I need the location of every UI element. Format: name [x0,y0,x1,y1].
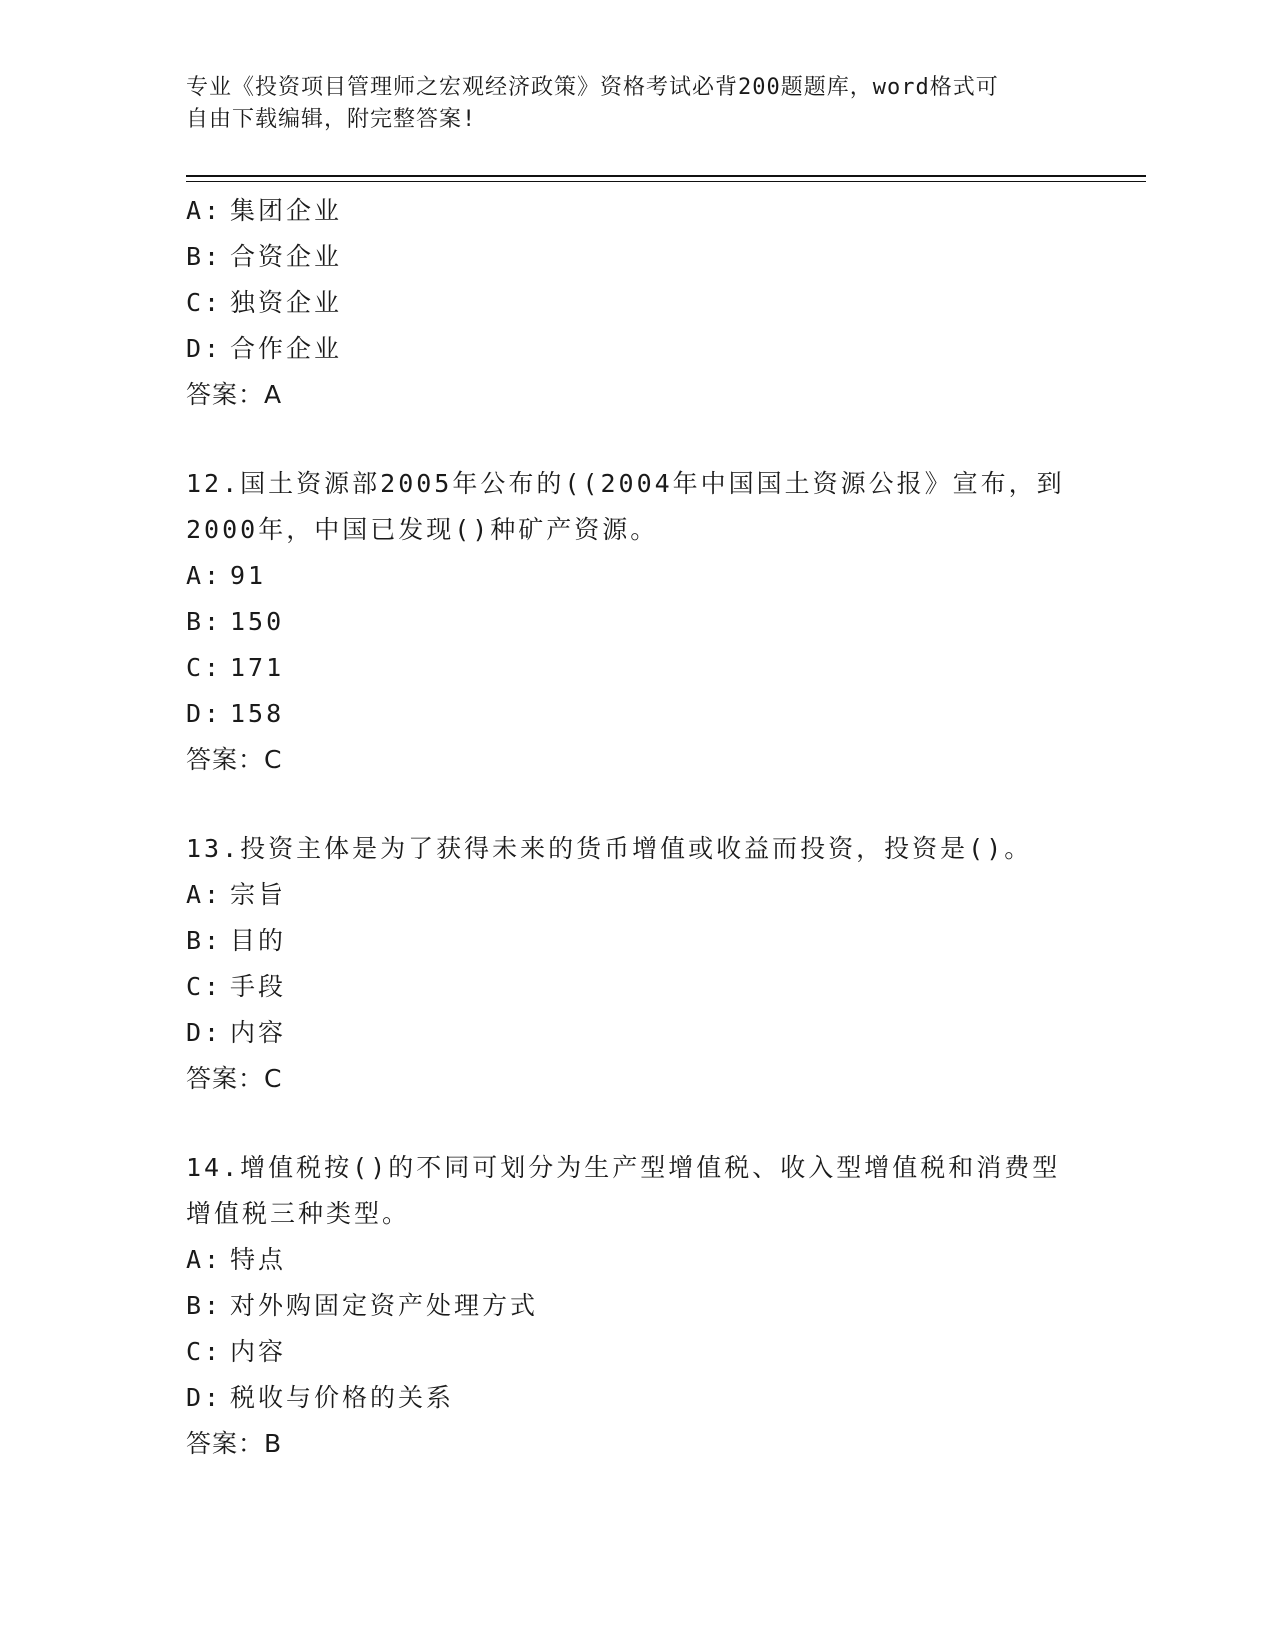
option-b: B: 150 [186,607,285,636]
header-title-line-1: 专业《投资项目管理师之宏观经济政策》资格考试必背200题题库，word格式可 [186,75,999,100]
option-c: C: 手段 [186,972,287,1001]
option-a: A: 集团企业 [186,196,343,225]
question-12 [186,461,1086,783]
spacer [186,783,1086,826]
question-stem: 14.增值税按()的不同可划分为生产型增值税、收入型增值税和消费型 增值税三种类型。 [186,1153,1061,1228]
header-title-line-2: 自由下载编辑，附完整答案! [186,107,477,132]
option-a: A: 宗旨 [186,880,287,909]
option-c: C: 内容 [186,1337,287,1366]
question-list [186,188,1086,1467]
option-b: B: 合资企业 [186,242,343,271]
answer-line: 答案：A [186,380,283,409]
option-d: D: 内容 [186,1018,287,1047]
option-a: A: 91 [186,561,267,590]
header-divider-thick [186,175,1146,177]
option-a: A: 特点 [186,1245,287,1274]
option-b: B: 目的 [186,926,287,955]
question-stem: 12.国土资源部2005年公布的((2004年中国国土资源公报》宣布，到 2000年，中国已发现()种矿产资源。 [186,469,1065,544]
option-c: C: 171 [186,653,285,682]
answer-line: 答案：C [186,1064,283,1093]
option-b: B: 对外购固定资产处理方式 [186,1291,539,1320]
question-14 [186,1145,1086,1467]
header-divider-thin [186,181,1146,182]
option-d: D: 158 [186,699,285,728]
option-c: C: 独资企业 [186,288,343,317]
question-11 [186,188,1086,418]
option-d: D: 税收与价格的关系 [186,1383,455,1412]
document-header [186,72,1066,136]
answer-line: 答案：C [186,745,283,774]
option-d: D: 合作企业 [186,334,343,363]
spacer [186,418,1086,461]
spacer [186,1102,1086,1145]
answer-line: 答案：B [186,1429,283,1458]
question-13 [186,826,1086,1102]
question-stem: 13.投资主体是为了获得未来的货币增值或收益而投资，投资是()。 [186,834,1033,863]
